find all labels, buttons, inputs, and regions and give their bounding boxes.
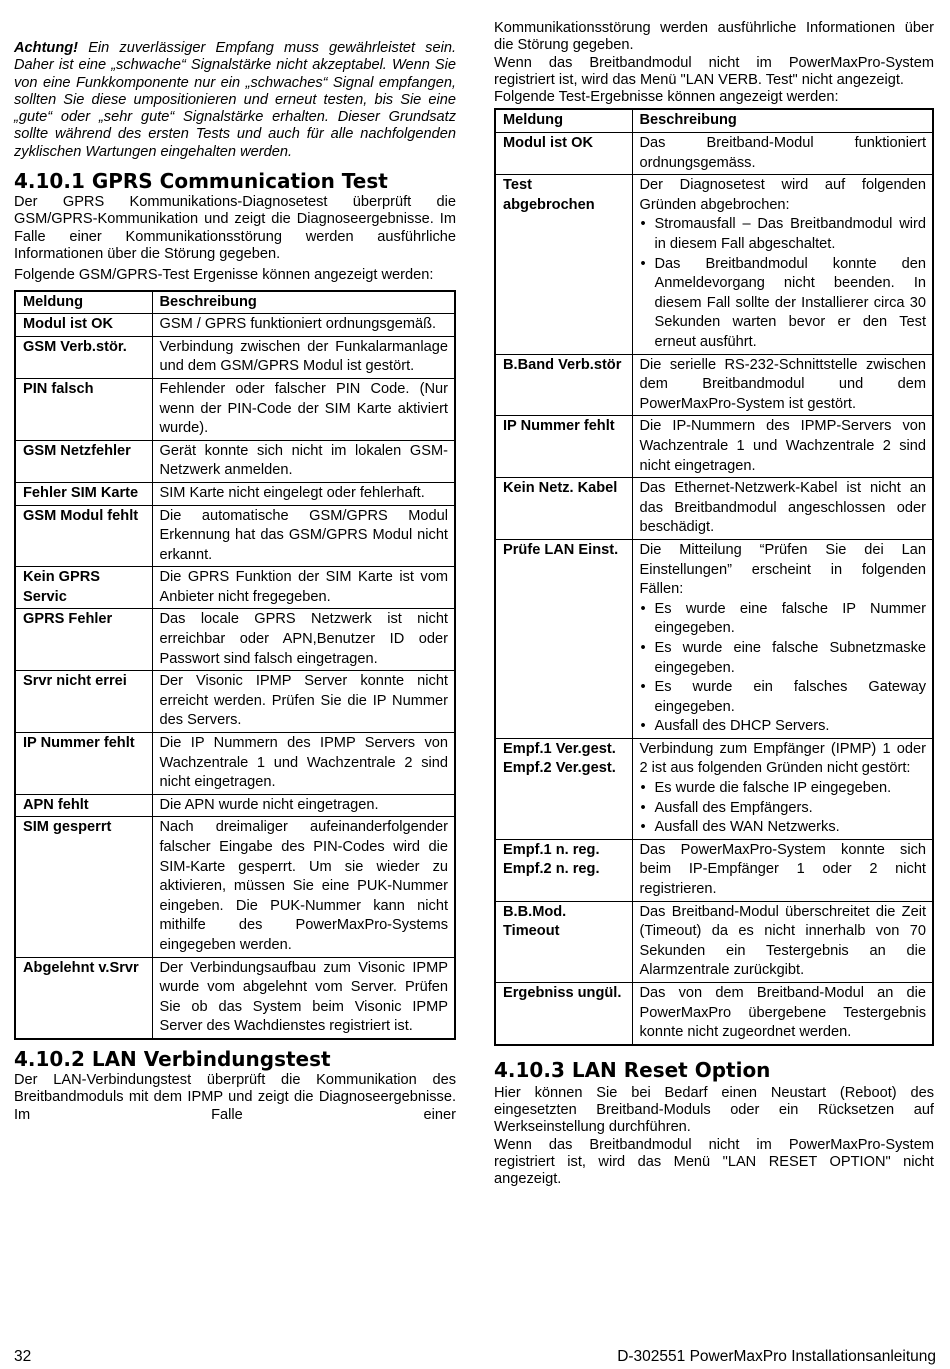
description-cell <box>632 354 933 416</box>
message-cell: GSM Verb.stör. <box>15 336 152 378</box>
description-cell <box>152 505 455 567</box>
description-text: Das PowerMaxPro-System konnte sich beim IP-Empfänger 1 oder 2 nicht registrieren. <box>639 841 926 898</box>
bullet-list <box>640 600 927 737</box>
table-row <box>15 505 455 567</box>
message-cell: B.B.Mod. Timeout <box>495 901 632 982</box>
table-row <box>15 671 455 733</box>
right-column <box>494 20 934 1189</box>
message-cell: PIN falsch <box>15 378 152 440</box>
message-cell: Ergebniss ungül. <box>495 983 632 1045</box>
lan-heading: 4.10.2 LAN Verbindungstest <box>14 1046 331 1071</box>
message-cell: SIM gesperrt <box>15 817 152 957</box>
table-row <box>15 733 455 795</box>
table-row <box>15 609 455 671</box>
description-text: Das Breitband-Modul funktioniert ordnungsgemäss. <box>639 135 926 171</box>
gprs-heading: 4.10.1 GPRS Communication Test <box>14 169 388 194</box>
bullet-item: • Es wurde eine falsche Subnetzmaske eingegeben. <box>640 639 927 678</box>
table-row <box>495 901 933 982</box>
description-text: Der Diagnosetest wird auf folgenden Gründen abgebrochen: <box>639 177 926 213</box>
message-cell: Empf.1 n. reg. Empf.2 n. reg. <box>495 839 632 901</box>
message-cell: GSM Netzfehler <box>15 440 152 482</box>
description-cell <box>152 378 455 440</box>
description-text: Die automatische GSM/GPRS Modul Erkennung hat das GSM/GPRS Modul nicht erkannt. <box>159 507 448 563</box>
description-cell <box>152 733 455 795</box>
column-header-beschreibung: Beschreibung <box>632 109 933 132</box>
table-row <box>495 983 933 1045</box>
table-row <box>495 175 933 354</box>
column-header-meldung: Meldung <box>15 291 152 314</box>
lan-intro-part1: Der LAN-Verbindungstest überprüft die Kommunikation des Breitbandmoduls mit dem IPMP und zeigt die Diagnoseergebnisse. Im Falle einer <box>14 1071 456 1123</box>
table-row <box>15 314 455 337</box>
description-cell <box>632 738 933 839</box>
message-cell: IP Nummer fehlt <box>495 416 632 478</box>
description-cell <box>632 901 933 982</box>
table-row <box>15 957 455 1039</box>
description-text: Die IP-Nummern des IPMP-Servers von Wachzentrale 1 und Wachzentrale 2 sind nicht eingetragen. <box>639 418 926 474</box>
table-row <box>495 539 933 738</box>
description-text: Der Verbindungsaufbau zum Visonic IPMP wurde vom abgelehnt vom Server. Prüfen Sie ob das System beim Visonic IPMP Server des Wachdienstes registriert ist. <box>159 959 448 1035</box>
description-text: GSM / GPRS funktioniert ordnungsgemäß. <box>159 316 437 333</box>
gprs-results-table <box>14 290 456 1040</box>
description-text: Gerät konnte sich nicht im lokalen GSM-Netzwerk anmelden. <box>159 442 448 479</box>
message-cell: Fehler SIM Karte <box>15 482 152 505</box>
description-cell <box>152 314 455 337</box>
bullet-item: • Stromausfall – Das Breitbandmodul wird in diesem Fall abgeschaltet. <box>640 215 927 254</box>
description-text: Der Visonic IPMP Server konnte nicht erreicht werden. Prüfen Sie die IP Nummer des Servers. <box>159 673 448 729</box>
message-cell: B.Band Verb.stör <box>495 354 632 416</box>
lan-not-registered-note: Wenn das Breitbandmodul nicht im PowerMaxPro-System registriert ist, wird das Menü "LAN VERB. Test" nicht angezeigt. <box>494 54 934 88</box>
message-cell: GSM Modul fehlt <box>15 505 152 567</box>
bullet-item: • Ausfall des DHCP Servers. <box>640 717 927 737</box>
table-header-row <box>15 291 455 314</box>
description-text: Das Breitband-Modul überschreitet die Zeit (Timeout) da es nicht innerhalb von 70 Sekunden ein Testergebnis an die Alarmzentrale zurückgibt. <box>639 903 926 979</box>
description-cell <box>632 983 933 1045</box>
table-row <box>495 133 933 175</box>
description-text: Nach dreimaliger aufeinanderfolgender falscher Eingabe des PIN-Codes wird die SIM-Karte gesperrt. Um sie wieder zu aktivieren, müssen Sie eine PUK-Nummer eingeben. Die PUK-Nummer kann nicht mithilfe des PowerMaxPro-Systems eingegeben werden. <box>159 819 448 953</box>
description-cell <box>632 416 933 478</box>
table-row <box>495 478 933 540</box>
column-header-beschreibung: Beschreibung <box>152 291 455 314</box>
table-row <box>15 336 455 378</box>
reset-heading: 4.10.3 LAN Reset Option <box>494 1057 771 1082</box>
table-row <box>15 794 455 817</box>
description-text: Verbindung zwischen der Funkalarmanlage und dem GSM/GPRS Modul ist gestört. <box>159 338 448 375</box>
left-column <box>14 18 456 1124</box>
message-cell: Abgelehnt v.Srvr <box>15 957 152 1039</box>
description-cell <box>152 336 455 378</box>
bullet-item: • Ausfall des Empfängers. <box>640 799 927 819</box>
gprs-results-intro: Folgende GSM/GPRS-Test Ergenisse können angezeigt werden: <box>14 267 434 284</box>
bullet-item: • Es wurde die falsche IP eingegeben. <box>640 779 927 799</box>
description-cell <box>632 478 933 540</box>
bullet-list <box>640 779 927 838</box>
description-cell <box>152 609 455 671</box>
gprs-intro: Der GPRS Kommunikations-Diagnosetest überprüft die GSM/GPRS-Kommunikation und zeigt die Diagnoseergebnisse. Im Falle einer Kommunikationsstörung werden ausführliche Informationen über die Störung gegeben. <box>14 194 456 262</box>
lan-intro-part2: Kommunikationsstörung werden ausführliche Informationen über die Störung gegeben. <box>494 20 934 54</box>
message-cell: Modul ist OK <box>15 314 152 337</box>
description-text: Das von dem Breitband-Modul an die PowerMaxPro übergebene Testergebnis konnte nicht zugeordnet werden. <box>639 985 926 1041</box>
description-text: Die APN wurde nicht eingetragen. <box>159 796 379 813</box>
table-row <box>495 416 933 478</box>
table-row <box>15 378 455 440</box>
message-cell: APN fehlt <box>15 794 152 817</box>
table-row <box>495 354 933 416</box>
warning-text: Ein zuverlässiger Empfang muss gewährleistet sein. Daher ist eine „schwache“ Signalstärke nicht akzeptabel. Wenn Sie von eine Funkkomponente nur ein „schwaches“ Signal empfangen, sollten Sie diese umpositionieren und erneut testen, bis Sie eine „gute“ oder „sehr gute“ Signalstärke erhalten. Dieser Grundsatz sollte während des ersten Tests und auch für alle nachfolgenden zyklischen Wartungen eingehalten werden. <box>14 40 456 160</box>
description-cell <box>632 539 933 738</box>
description-cell <box>632 133 933 175</box>
description-cell <box>632 175 933 354</box>
bullet-list <box>640 215 927 352</box>
message-cell: Test abgebrochen <box>495 175 632 354</box>
description-cell <box>152 440 455 482</box>
table-row <box>15 482 455 505</box>
description-text: Das locale GPRS Netzwerk ist nicht erreichbar oder APN,Benutzer ID oder Passwort sind falsch eingetragen. <box>159 611 448 667</box>
message-cell: Kein GPRS Servic <box>15 567 152 609</box>
description-cell <box>152 957 455 1039</box>
description-text: Die IP Nummern des IPMP Servers von Wachzentrale 1 und Wachzentrale 2 sind nicht eingetragen. <box>159 735 448 791</box>
description-cell <box>152 671 455 733</box>
bullet-item: • Es wurde ein falsches Gateway eingegeben. <box>640 678 927 717</box>
column-header-meldung: Meldung <box>495 109 632 132</box>
table-row <box>15 567 455 609</box>
description-cell <box>152 567 455 609</box>
description-text: Die Mitteilung “Prüfen Sie dei Lan Einstellungen” erscheint in folgenden Fällen: <box>639 541 926 598</box>
table-row <box>495 839 933 901</box>
table-row <box>15 817 455 957</box>
description-text: Verbindung zum Empfänger (IPMP) 1 oder 2 ist aus folgenden Gründen nicht gestört: <box>639 740 926 777</box>
lan-results-table <box>494 108 934 1045</box>
message-cell: Prüfe LAN Einst. <box>495 539 632 738</box>
message-cell: IP Nummer fehlt <box>15 733 152 795</box>
page-number: 32 <box>14 1348 32 1365</box>
table-header-row <box>495 109 933 132</box>
message-cell: Empf.1 Ver.gest. Empf.2 Ver.gest. <box>495 738 632 839</box>
message-cell: Srvr nicht errei <box>15 671 152 733</box>
description-cell <box>152 817 455 957</box>
warning-note <box>14 40 456 161</box>
bullet-item: • Ausfall des WAN Netzwerks. <box>640 818 927 838</box>
description-text: Fehlender oder falscher PIN Code. (Nur wenn der PIN-Code der SIM Karte aktiviert wurde). <box>159 380 448 437</box>
description-text: SIM Karte nicht eingelegt oder fehlerhaft. <box>159 484 425 501</box>
reset-text: Hier können Sie bei Bedarf einen Neustart (Reboot) des eingesetzten Breitband-Moduls oder ein Rücksetzen auf Werkseinstellung durchführen. <box>494 1084 934 1136</box>
description-text: Das Ethernet-Netzwerk-Kabel ist nicht an das Breitbandmodul angeschlossen oder beschädigt. <box>639 480 926 536</box>
description-text: Die serielle RS-232-Schnittstelle zwischen dem Breitbandmodul und dem PowerMaxPro-System ist gestört. <box>639 356 926 412</box>
document-reference: D-302551 PowerMaxPro Installationsanleitung <box>617 1348 936 1365</box>
table-row <box>15 440 455 482</box>
bullet-item: • Es wurde eine falsche IP Nummer eingegeben. <box>640 600 927 639</box>
description-text: Die GPRS Funktion der SIM Karte ist vom Anbieter nicht fregegeben. <box>159 569 448 605</box>
warning-label: Achtung! <box>14 40 79 56</box>
message-cell: Modul ist OK <box>495 133 632 175</box>
message-cell: GPRS Fehler <box>15 609 152 671</box>
lan-results-intro: Folgende Test-Ergebnisse können angezeigt werden: <box>494 89 839 106</box>
description-cell <box>152 482 455 505</box>
message-cell: Kein Netz. Kabel <box>495 478 632 540</box>
bullet-item: • Das Breitbandmodul konnte den Anmeldevorgang nicht beenden. In diesem Fall sollte der Installierer circa 30 Sekunden warten bevor er den Test erneut ausführt. <box>640 255 927 353</box>
description-cell <box>152 794 455 817</box>
reset-not-registered-note: Wenn das Breitbandmodul nicht im PowerMaxPro-System registriert ist, wird das Menü "LAN RESET OPTION" nicht angezeigt. <box>494 1136 934 1188</box>
table-row <box>495 738 933 839</box>
description-cell <box>632 839 933 901</box>
